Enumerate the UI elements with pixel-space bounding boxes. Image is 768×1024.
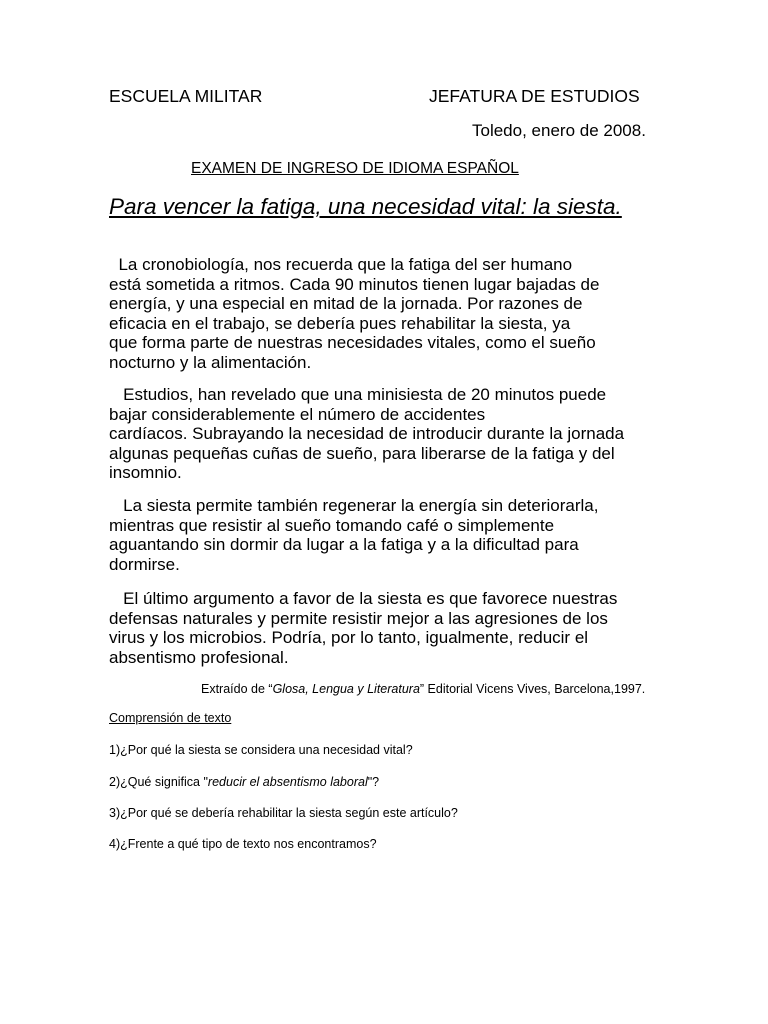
question-2-quote: reducir el absentismo laboral [207,775,368,789]
question-4: 4)¿Frente a qué tipo de texto nos encontramos? [109,837,377,851]
paragraph-line: energía, y una especial en mitad de la jornada. Por razones de [109,294,583,313]
paragraph-line: absentismo profesional. [109,647,289,667]
paragraph-line: defensas naturales y permite resistir mejor a las agresiones de los [109,608,608,628]
source-citation [201,682,645,696]
school-name: ESCUELA MILITAR [109,86,263,106]
question-2-prefix: 2)¿Qué significa " [109,775,208,789]
paragraph-line: aguantando sin dormir da lugar a la fatiga y a la dificultad para [109,535,579,554]
paragraph-line: La siesta permite también regenerar la energía sin deteriorarla, [109,496,599,515]
question-1: 1)¿Por qué la siesta se considera una necesidad vital? [109,743,413,757]
paragraph-line: algunas pequeñas cuñas de sueño, para liberarse de la fatiga y del [109,443,615,463]
exam-title: EXAMEN DE INGRESO DE IDIOMA ESPAÑOL [191,160,519,177]
citation-suffix: ” Editorial Vicens Vives, Barcelona,1997. [419,682,646,696]
paragraph-line: eficacia en el trabajo, se debería pues rehabilitar la siesta, ya [109,313,571,333]
paragraph-line: está sometida a ritmos. Cada 90 minutos tienen lugar bajadas de [109,274,600,294]
paragraph-line: virus y los microbios. Podría, por lo tanto, igualmente, reducir el [109,628,589,647]
paragraph-line: bajar considerablemente el número de accidentes [109,404,486,424]
paragraph-line: El último argumento a favor de la siesta es que favorece nuestras [109,589,618,608]
paragraph-line: mientras que resistir al sueño tomando café o simplemente [109,515,555,535]
document-date: Toledo, enero de 2008. [472,121,646,140]
citation-book-title: Glosa, Lengua y Literatura [272,682,420,696]
paragraph-line: La cronobiología, nos recuerda que la fatiga del ser humano [109,255,573,274]
paragraph-line: que forma parte de nuestras necesidades vitales, como el sueño [109,333,596,352]
paragraph-line: nocturno y la alimentación. [109,352,312,372]
comprehension-heading: Comprensión de texto [109,711,232,725]
question-3: 3)¿Por qué se debería rehabilitar la siesta según este artículo? [109,806,458,820]
paragraph-line: cardíacos. Subrayando la necesidad de introducir durante la jornada [109,424,625,443]
paragraph-line: dormirse. [109,554,180,574]
paragraph-4 [109,589,669,667]
paragraph-2 [109,385,669,483]
paragraph-1 [109,255,669,372]
paragraph-line: insomnio. [109,463,182,482]
question-2 [109,775,379,789]
paragraph-3 [109,496,669,574]
citation-prefix: Extraído de “ [201,682,273,696]
article-title: Para vencer la fatiga, una necesidad vital: la siesta. [109,194,622,219]
department-name: JEFATURA DE ESTUDIOS [429,86,640,106]
question-2-suffix: "? [367,775,380,789]
paragraph-line: Estudios, han revelado que una minisiesta de 20 minutos puede [109,385,607,404]
